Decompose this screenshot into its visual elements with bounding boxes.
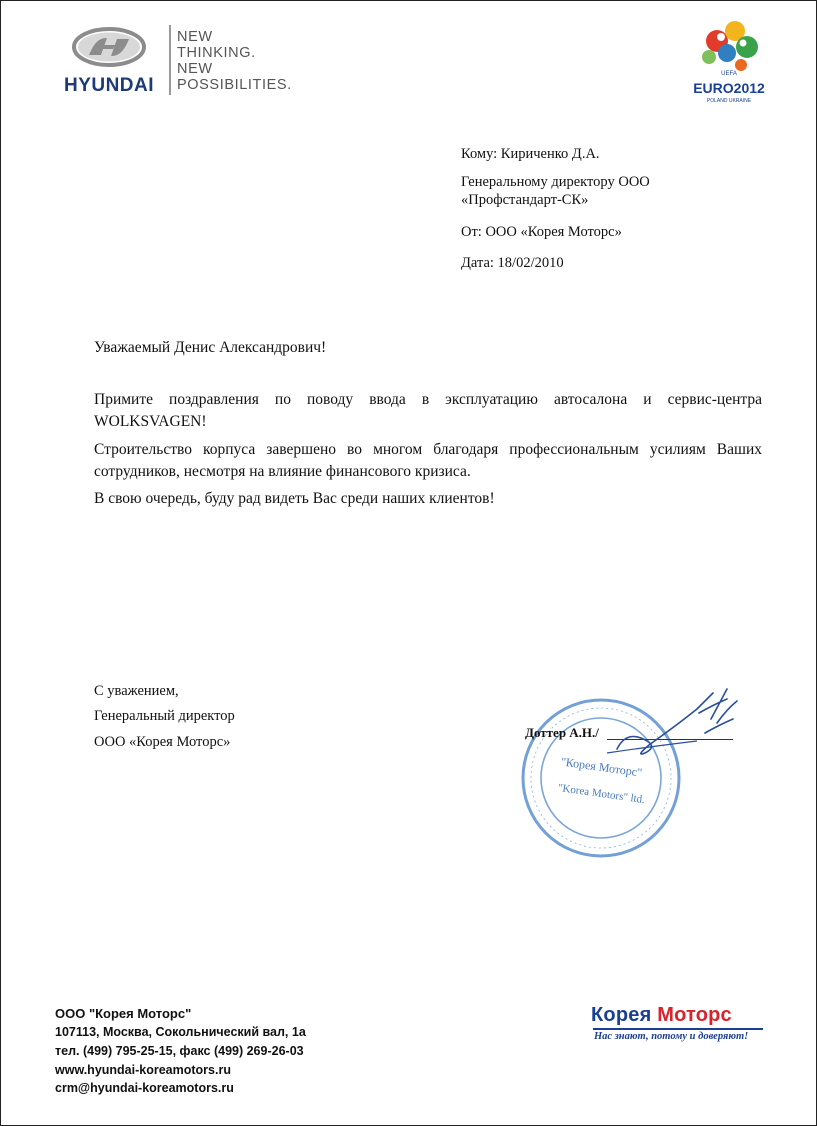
euro2012-text: EURO2012 (693, 80, 765, 96)
recipient-to: Кому: Кириченко Д.А. (461, 146, 600, 162)
hyundai-tagline (177, 29, 292, 93)
korea-logo-part2: Моторс (657, 1004, 732, 1026)
euro2012-subtext: POLAND UKRAINE (706, 98, 752, 104)
footer-address: 107113, Москва, Сокольнический вал, 1а (55, 1025, 306, 1039)
greeting: Уважаемый Денис Александрович! (94, 339, 327, 356)
tagline-divider (169, 25, 171, 95)
body-paragraph: Строительство корпуса завершено во многом благодаря профессиональным усилиям Ваших сотрудников, несмотря на влияние финансового кризиса. (94, 441, 762, 480)
korea-motors-logo (591, 1004, 732, 1027)
closing-company: ООО «Корея Моторс» (94, 734, 231, 750)
closing-salutation: С уважением, (94, 683, 179, 699)
uefa-mark: UEFA (721, 71, 737, 77)
tagline-line: POSSIBILITIES. (177, 77, 292, 93)
stamp-text-russian: "Корея Моторс" (560, 754, 643, 780)
letter-date: Дата: 18/02/2010 (461, 255, 564, 271)
closing-title: Генеральный директор (94, 708, 235, 724)
footer-company-name: ООО "Корея Моторс" (55, 1006, 192, 1021)
body-paragraph: В свою очередь, буду рад видеть Вас среди наших клиентов! (94, 490, 495, 507)
signer-name: Доттер А.Н./ (525, 725, 599, 740)
euro2012-logo (683, 13, 775, 111)
recipient-position-line: Генеральному директору ООО (461, 174, 650, 190)
stamp-text-english: "Korea Motors" ltd. (557, 781, 646, 807)
hyundai-logo (51, 25, 167, 97)
hyundai-wordmark: HYUNDAI (63, 75, 155, 96)
body-paragraph: Примите поздравления по поводу ввода в эксплуатацию автосалона и сервис-центра WOLKSVAGEN! (94, 391, 762, 430)
footer-phone: тел. (499) 795-25-15, факс (499) 269-26-03 (55, 1044, 304, 1058)
recipient-position (461, 173, 650, 209)
footer-email: crm@hyundai-koreamotors.ru (55, 1081, 234, 1095)
korea-logo-underline (593, 1028, 763, 1030)
korea-logo-part1: Корея (591, 1004, 658, 1026)
footer-website: www.hyundai-koreamotors.ru (55, 1063, 231, 1077)
tagline-line: THINKING. (177, 45, 256, 61)
handwritten-signature (587, 679, 757, 769)
recipient-company: «Профстандарт-СК» (461, 192, 589, 208)
sender-from: От: ООО «Корея Моторс» (461, 224, 622, 240)
tagline-line: NEW (177, 61, 213, 77)
tagline-line: NEW (177, 29, 213, 45)
korea-motors-slogan: Нас знают, потому и доверяют! (594, 1031, 749, 1042)
